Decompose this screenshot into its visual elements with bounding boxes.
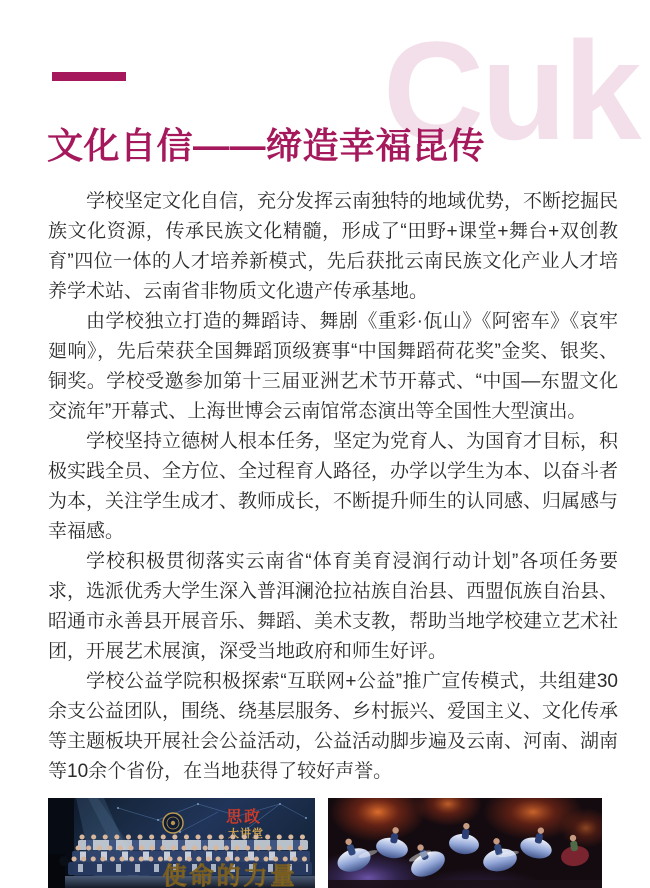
photo-dance-performance bbox=[328, 798, 602, 888]
photo-row bbox=[48, 798, 602, 888]
paragraph-dance-awards: 由学校独立打造的舞蹈诗、舞剧《重彩·佤山》《阿密车》《哀牢廻响》，先后荣获全国舞蹈顶级赛事“中国舞蹈荷花奖”金奖、银奖、铜奖。学校受邀参加第十三届亚洲艺术节开幕式、“中国—东盟文化交流年”开幕式、上海世博会云南馆常态演出等全国性大型演出。 bbox=[48, 311, 618, 422]
school-emblem-icon bbox=[163, 813, 183, 833]
backdrop-banner-line1: 思政 bbox=[226, 809, 263, 826]
watermark-text: Cuk bbox=[383, 12, 639, 169]
stage-group-illustration bbox=[48, 798, 315, 888]
paragraph-culture-confidence: 学校坚定文化自信，充分发挥云南独特的地域优势，不断挖掘民族文化资源，传承民族文化精髓，形成了“田野+课堂+舞台+双创教育”四位一体的人才培养新模式，先后获批云南民族文化产业人才培养学术站、云南省非物质文化遗产传承基地。 bbox=[48, 191, 619, 302]
photo-overlay-title: 使命的力量 bbox=[162, 863, 298, 888]
backdrop-banner-line2: 大讲堂 bbox=[228, 828, 264, 840]
paragraph-moral-education: 学校坚持立德树人根本任务，坚定为党育人、为国育才目标，积极实践全员、全方位、全过程育人路径，办学以学生为本、以奋斗者为本，关注学生成才、教师成长，不断提升师生的认同感、归属感与幸福感。 bbox=[48, 431, 619, 542]
dance-performance-illustration bbox=[328, 798, 602, 888]
section-marker-bar bbox=[52, 72, 126, 81]
photo-stage-group bbox=[48, 798, 315, 888]
paragraph-art-outreach: 学校积极贯彻落实云南省“体育美育浸润行动计划”各项任务要求，选派优秀大学生深入普洱澜沧拉祜族自治县、西盟佤族自治县、昭通市永善县开展音乐、舞蹈、美术支教，帮助当地学校建立艺术社团，开展艺术展演，深受当地政府和师生好评。 bbox=[48, 551, 619, 662]
dance-stage-floor bbox=[328, 880, 602, 888]
body-text-block bbox=[48, 187, 618, 787]
paragraph-public-welfare: 学校公益学院积极探索“互联网+公益”推广宣传模式，共组建30余支公益团队，围绕、绕基层服务、乡村振兴、爱国主义、文化传承等主题板块开展社会公益活动，公益活动脚步遍及云南、河南、湖南等10余个省份，在当地获得了较好声誉。 bbox=[48, 671, 619, 782]
page-title: 文化自信——缔造幸福昆传 bbox=[47, 125, 486, 166]
